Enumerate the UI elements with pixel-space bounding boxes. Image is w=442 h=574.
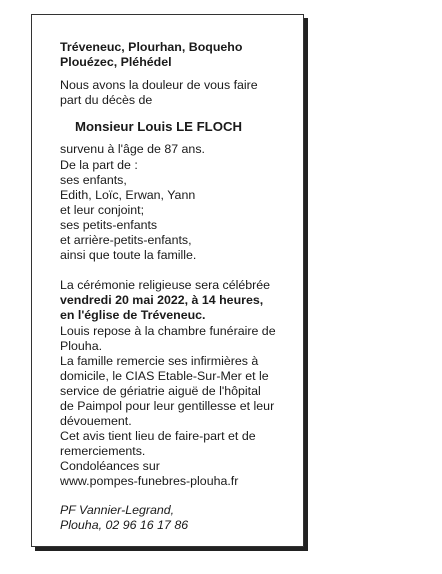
towns-line-2: Plouézec, Pléhédel <box>60 55 172 70</box>
details-line: Edith, Loïc, Erwan, Yann <box>60 187 196 202</box>
ceremony-info <box>60 278 300 323</box>
ceremony-date: vendredi 20 mai 2022, à 14 heures, <box>60 293 264 308</box>
info-line: de Paimpol pour leur gentillesse et leur <box>60 398 275 413</box>
spacer <box>60 263 300 278</box>
info-line: Condoléances sur <box>60 459 160 474</box>
funeral-home-phone: Plouha, 02 96 16 17 86 <box>60 517 189 532</box>
info-line: Plouha. <box>60 338 103 353</box>
details-line: et leur conjoint; <box>60 202 145 217</box>
family-details <box>60 142 300 263</box>
intro-line-1: Nous avons la douleur de vous faire <box>60 78 258 93</box>
notice-content <box>60 40 300 533</box>
deceased-name: Monsieur Louis LE FLOCH <box>75 119 243 135</box>
details-line: ses petits-enfants <box>60 217 158 232</box>
spacer <box>60 490 300 503</box>
obituary-notice <box>31 14 304 547</box>
intro-text <box>60 78 300 108</box>
info-line: dévouement. <box>60 414 132 429</box>
details-line: ainsi que toute la famille. <box>60 248 197 263</box>
details-line: De la part de : <box>60 157 138 172</box>
ceremony-line: La cérémonie religieuse sera célébrée <box>60 278 271 293</box>
details-line: survenu à l'âge de 87 ans. <box>60 142 205 157</box>
intro-line-2: part du décès de <box>60 93 153 108</box>
ceremony-place: en l'église de Tréveneuc. <box>60 308 206 323</box>
info-line: domicile, le CIAS Etable-Sur-Mer et le <box>60 368 269 383</box>
info-line: Cet avis tient lieu de faire-part et de <box>60 429 256 444</box>
towns-line-1: Tréveneuc, Plourhan, Boqueho <box>60 40 243 54</box>
additional-info <box>60 324 300 490</box>
info-line: La famille remercie ses infirmières à <box>60 353 259 368</box>
towns-heading <box>60 40 300 70</box>
condolences-website: www.pompes-funebres-plouha.fr <box>60 474 239 489</box>
funeral-home-name: PF Vannier-Legrand, <box>60 502 175 517</box>
funeral-home-signature <box>60 503 300 533</box>
details-line: et arrière-petits-enfants, <box>60 233 192 248</box>
info-line: service de gériatrie aiguë de l'hôpital <box>60 383 261 398</box>
info-line: remerciements. <box>60 444 146 459</box>
info-line: Louis repose à la chambre funéraire de <box>60 323 276 338</box>
details-line: ses enfants, <box>60 172 127 187</box>
